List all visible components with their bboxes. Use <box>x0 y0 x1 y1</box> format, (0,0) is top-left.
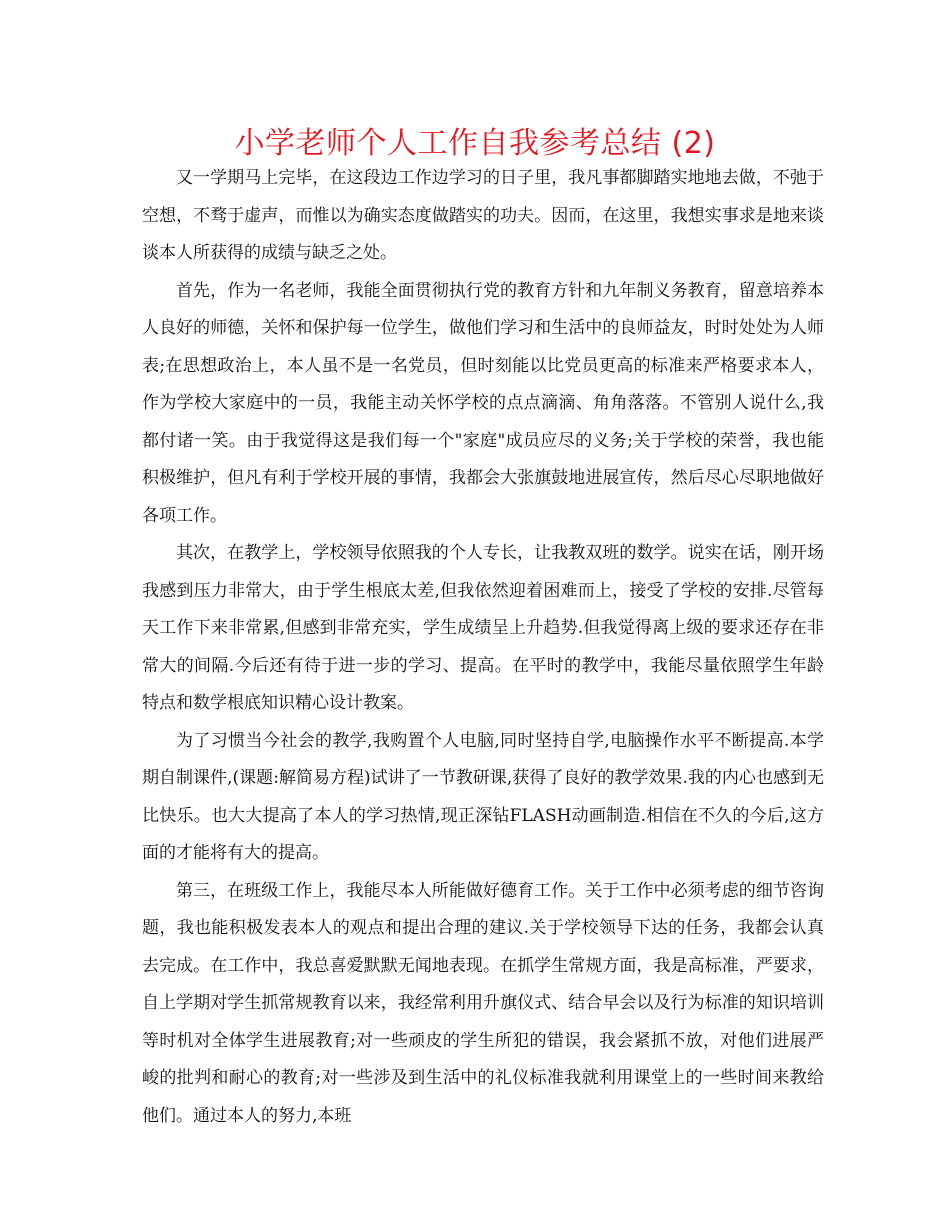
paragraph-computer: 为了习惯当今社会的教学,我购置个人电脑,同时坚持自学,电脑操作水平不断提高.本学期自制课件,(课题:解简易方程)试讲了一节教研课,获得了良好的教学效果.我的内心也感到无比快乐。也大大提高了本人的学习热情,现正深钻FLASH动画制造.相信在不久的今后,这方面的才能将有大的提高。 <box>142 730 824 863</box>
paragraph-first: 首先，作为一名老师，我能全面贯彻执行党的教育方针和九年制义务教育，留意培养本人良好的师德，关怀和保护每一位学生，做他们学习和生活中的良师益友，时时处处为人师表;在思想政治上，本人虽不是一名党员，但时刻能以比党员更高的标准来严格要求本人，作为学校大家庭中的一员，我能主动关怀学校的点点滴滴、角角落落。不管别人说什么,我都付诸一笑。由于我觉得这是我们每一个"家庭"成员应尽的义务;关于学校的荣誉，我也能积极维护，但凡有利于学校开展的事情，我都会大张旗鼓地进展宣传，然后尽心尽职地做好各项工作。 <box>142 280 824 526</box>
document-body <box>142 160 824 1135</box>
paragraph-third: 第三，在班级工作上，我能尽本人所能做好德育工作。关于工作中必须考虑的细节咨询题，我也能积极发表本人的观点和提出合理的建议.关于学校领导下达的任务，我都会认真去完成。在工作中，我总喜爱默默无闻地表现。在抓学生常规方面，我是高标准，严要求，自上学期对学生抓常规教育以来，我经常利用升旗仪式、结合早会以及行为标准的知识培训等时机对全体学生进展教育;对一些顽皮的学生所犯的错误，我会紧抓不放，对他们进展严峻的批判和耐心的教育;对一些涉及到生活中的礼仪标准我就利用课堂上的一些时间来教给他们。通过本人的努力,本班 <box>142 880 824 1126</box>
paragraph-intro: 又一学期马上完毕，在这段边工作边学习的日子里，我凡事都脚踏实地地去做，不弛于空想，不骛于虚声，而惟以为确实态度做踏实的功夫。因而，在这里，我想实事求是地来谈谈本人所获得的成绩与缺乏之处。 <box>142 168 824 263</box>
document-title: 小学老师个人工作自我参考总结 (2) <box>234 126 716 161</box>
paragraph-second: 其次，在教学上，学校领导依照我的个人专长，让我教双班的数学。说实在话，刚开场我感到压力非常大，由于学生根底太差,但我依然迎着困难而上，接受了学校的安排.尽管每天工作下来非常累,但感到非常充实，学生成绩呈上升趋势.但我觉得离上级的要求还存在非常大的间隔.今后还有待于进一步的学习、提高。在平时的教学中，我能尽量依照学生年龄特点和数学根底知识精心设计教案。 <box>142 543 824 713</box>
